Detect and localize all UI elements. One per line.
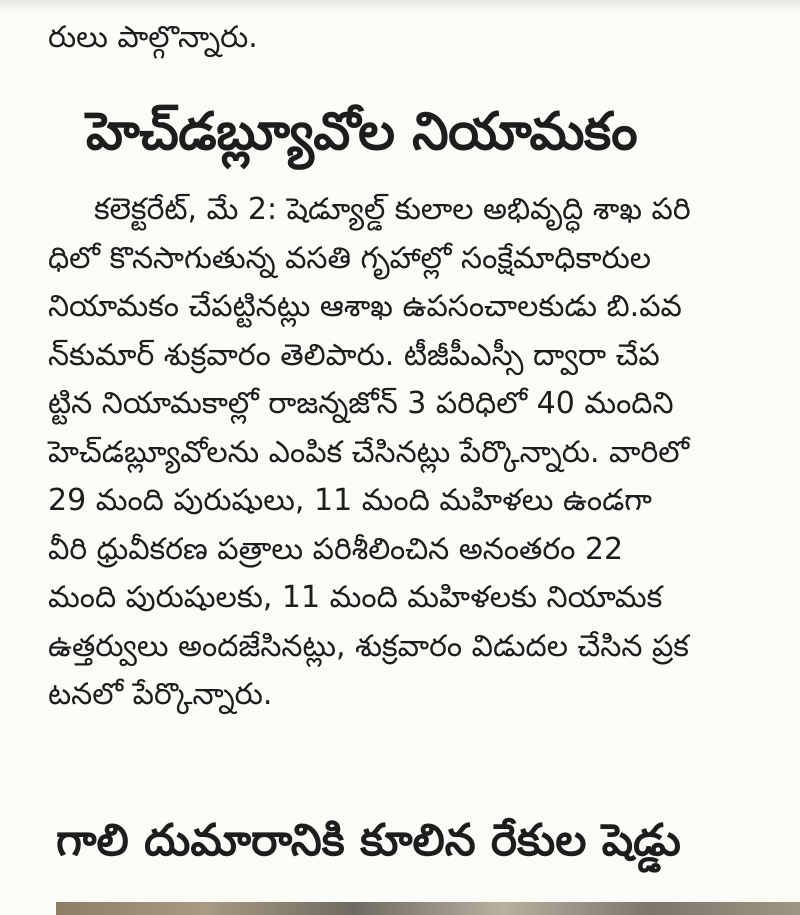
body-line: కలెక్టరేట్, మే 2: షెడ్యూల్డ్ కులాల అభివృద్ధి శాఖ పరి [94, 192, 691, 227]
body-line: న్‌కుమార్ శుక్రవారం తెలిపారు. టీజీపీఎస్సీ ద్వారా చేప [48, 337, 660, 373]
body-line: ధిలో కొనసాగుతున్న వసతి గృహాల్లో సంక్షేమాధికారుల [48, 240, 651, 276]
body-line: 29 మంది పురుషులు, 11 మంది మహిళలు ఉండగా [48, 483, 652, 518]
previous-article-last-line: రులు పాల్గొన్నారు. [48, 20, 258, 55]
body-line: వీరి ధ్రువీకరణ పత్రాలు పరిశీలించిన అనంతరం 22 [48, 531, 624, 567]
body-line: టనలో పేర్కొన్నారు. [48, 677, 273, 712]
article-headline: హెచ్‌డబ్ల్యూవోల నియామకం [86, 102, 638, 162]
body-line: హెచ్‌డబ్ల్యూవోలను ఎంపిక చేసినట్లు పేర్కొన్నారు. వారిలో [48, 434, 690, 470]
next-article-headline: గాలి దుమారానికి కూలిన రేకుల షెడ్డు [56, 815, 681, 866]
article-body [48, 186, 800, 720]
body-line: నియామకం చేపట్టినట్లు ఆశాఖ ఉపసంచాలకుడు బి.పవ [48, 289, 682, 324]
body-line: ట్టిన నియామకాల్లో రాజన్నజోన్ 3 పరిధిలో 40 మందిని [48, 386, 674, 421]
article-photo [56, 902, 800, 915]
body-line: ఉత్తర్వులు అందజేసినట్లు, శుక్రవారం విడుదల చేసిన ప్రక [48, 628, 689, 664]
body-line: మంది పురుషులకు, 11 మంది మహిళలకు నియామక [48, 580, 663, 615]
clipping-top-edge [0, 0, 800, 14]
